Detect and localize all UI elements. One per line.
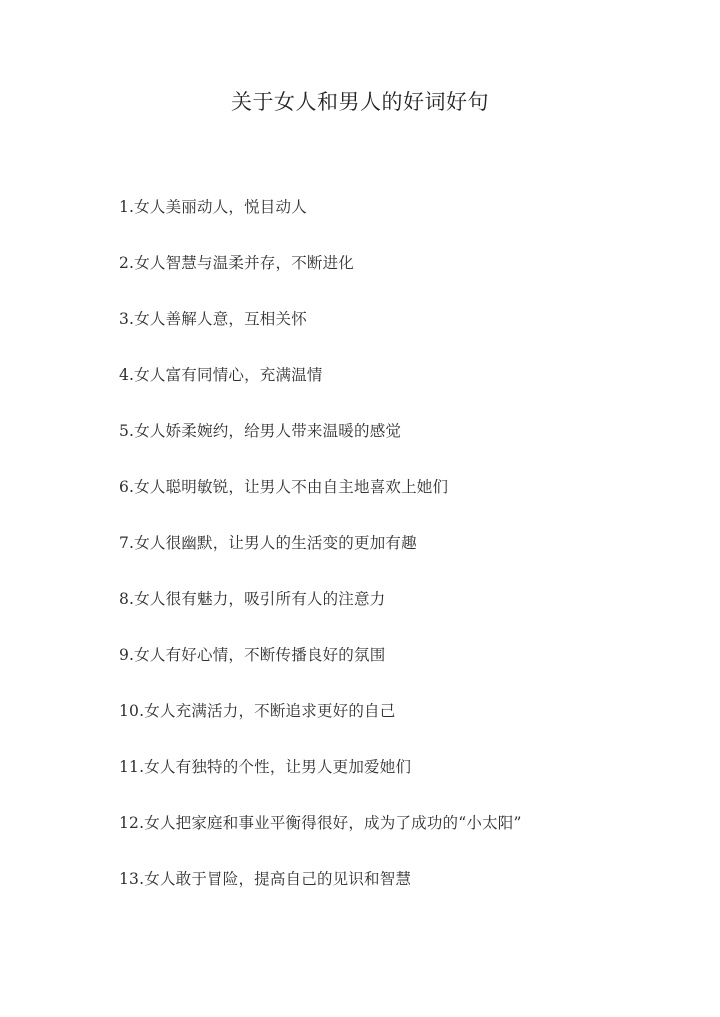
sentence-list	[119, 193, 522, 921]
sentence-line-9: 9.女人有好心情，不断传播良好的氛围	[119, 646, 386, 664]
sentence-line-5: 5.女人娇柔婉约，给男人带来温暖的感觉	[119, 422, 402, 440]
sentence-line-13: 13.女人敢于冒险，提高自己的见识和智慧	[119, 870, 412, 888]
sentence-line-1: 1.女人美丽动人，悦目动人	[119, 198, 307, 216]
sentence-line-2: 2.女人智慧与温柔并存，不断进化	[119, 254, 354, 272]
sentence-line-11: 11.女人有独特的个性，让男人更加爱她们	[119, 758, 412, 776]
sentence-line-3: 3.女人善解人意，互相关怀	[119, 310, 307, 328]
sentence-line-4: 4.女人富有同情心，充满温情	[119, 366, 323, 384]
sentence-line-12: 12.女人把家庭和事业平衡得很好，成为了成功的“小太阳”	[119, 814, 522, 832]
sentence-line-8: 8.女人很有魅力，吸引所有人的注意力	[119, 590, 386, 608]
sentence-line-10: 10.女人充满活力，不断追求更好的自己	[119, 702, 396, 720]
sentence-line-6: 6.女人聪明敏锐，让男人不由自主地喜欢上她们	[119, 478, 449, 496]
sentence-line-7: 7.女人很幽默，让男人的生活变的更加有趣	[119, 534, 417, 552]
page-title: 关于女人和男人的好词好句	[231, 90, 489, 114]
